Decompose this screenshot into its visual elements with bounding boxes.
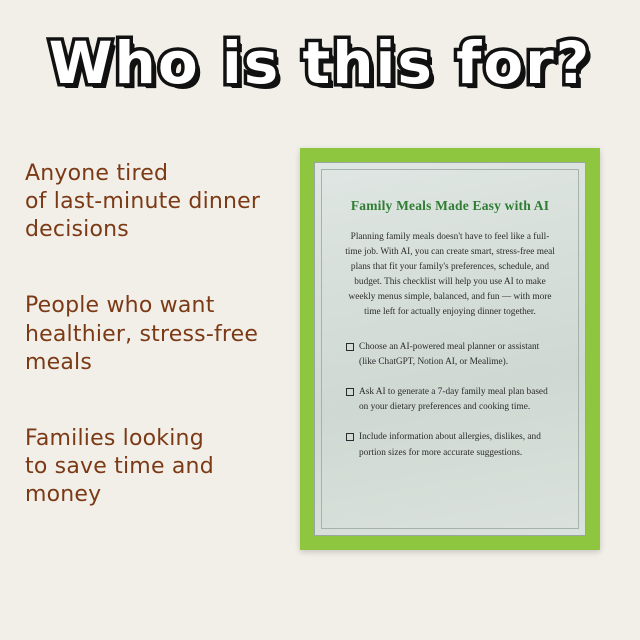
document-preview-card[interactable] <box>300 148 600 550</box>
bullet-line: meals <box>25 349 93 375</box>
page-title: Who is this for? <box>48 29 592 97</box>
checkbox-icon <box>346 343 354 351</box>
document-page-background <box>314 162 586 536</box>
list-item <box>25 425 287 509</box>
checklist-item-label: Include information about allergies, dislikes, and portion sizes for more accurate suggestions. <box>359 432 541 458</box>
bullet-list <box>25 160 287 557</box>
checklist-item <box>346 340 558 370</box>
bullet-line: Anyone tired <box>25 161 169 186</box>
list-item <box>25 292 287 376</box>
checklist-item-label: Ask AI to generate a 7-day family meal plan based on your dietary preferences and cooking time. <box>359 387 548 413</box>
document-title: Family Meals Made Easy with AI <box>350 198 550 213</box>
checkbox-icon <box>346 433 354 441</box>
bullet-line: of last-minute dinner <box>25 189 261 215</box>
checklist-item-label: Choose an AI-powered meal planner or assistant (like ChatGPT, Notion AI, or Mealime). <box>359 342 540 368</box>
bullet-line: Families looking <box>25 425 204 451</box>
bullet-line: to save time and money <box>25 454 214 508</box>
document-paragraph: Planning family meals doesn't have to feel like a full-time job. With AI, you can create smart, stress-free meal plans that fit your family's preferences, schedule, and budget. This checklist will help you use AI to make weekly menus simple, balanced, and fun — with more time left for actually enjoying dinner together. <box>345 232 555 318</box>
bullet-line: healthier, stress-free <box>25 321 259 347</box>
checklist-item <box>346 385 558 415</box>
bullet-line: People who want <box>25 293 215 319</box>
list-item <box>25 160 287 244</box>
checklist-item <box>346 430 558 460</box>
checkbox-icon <box>346 388 354 396</box>
bullet-line: decisions <box>25 217 129 243</box>
document-page <box>321 169 579 529</box>
